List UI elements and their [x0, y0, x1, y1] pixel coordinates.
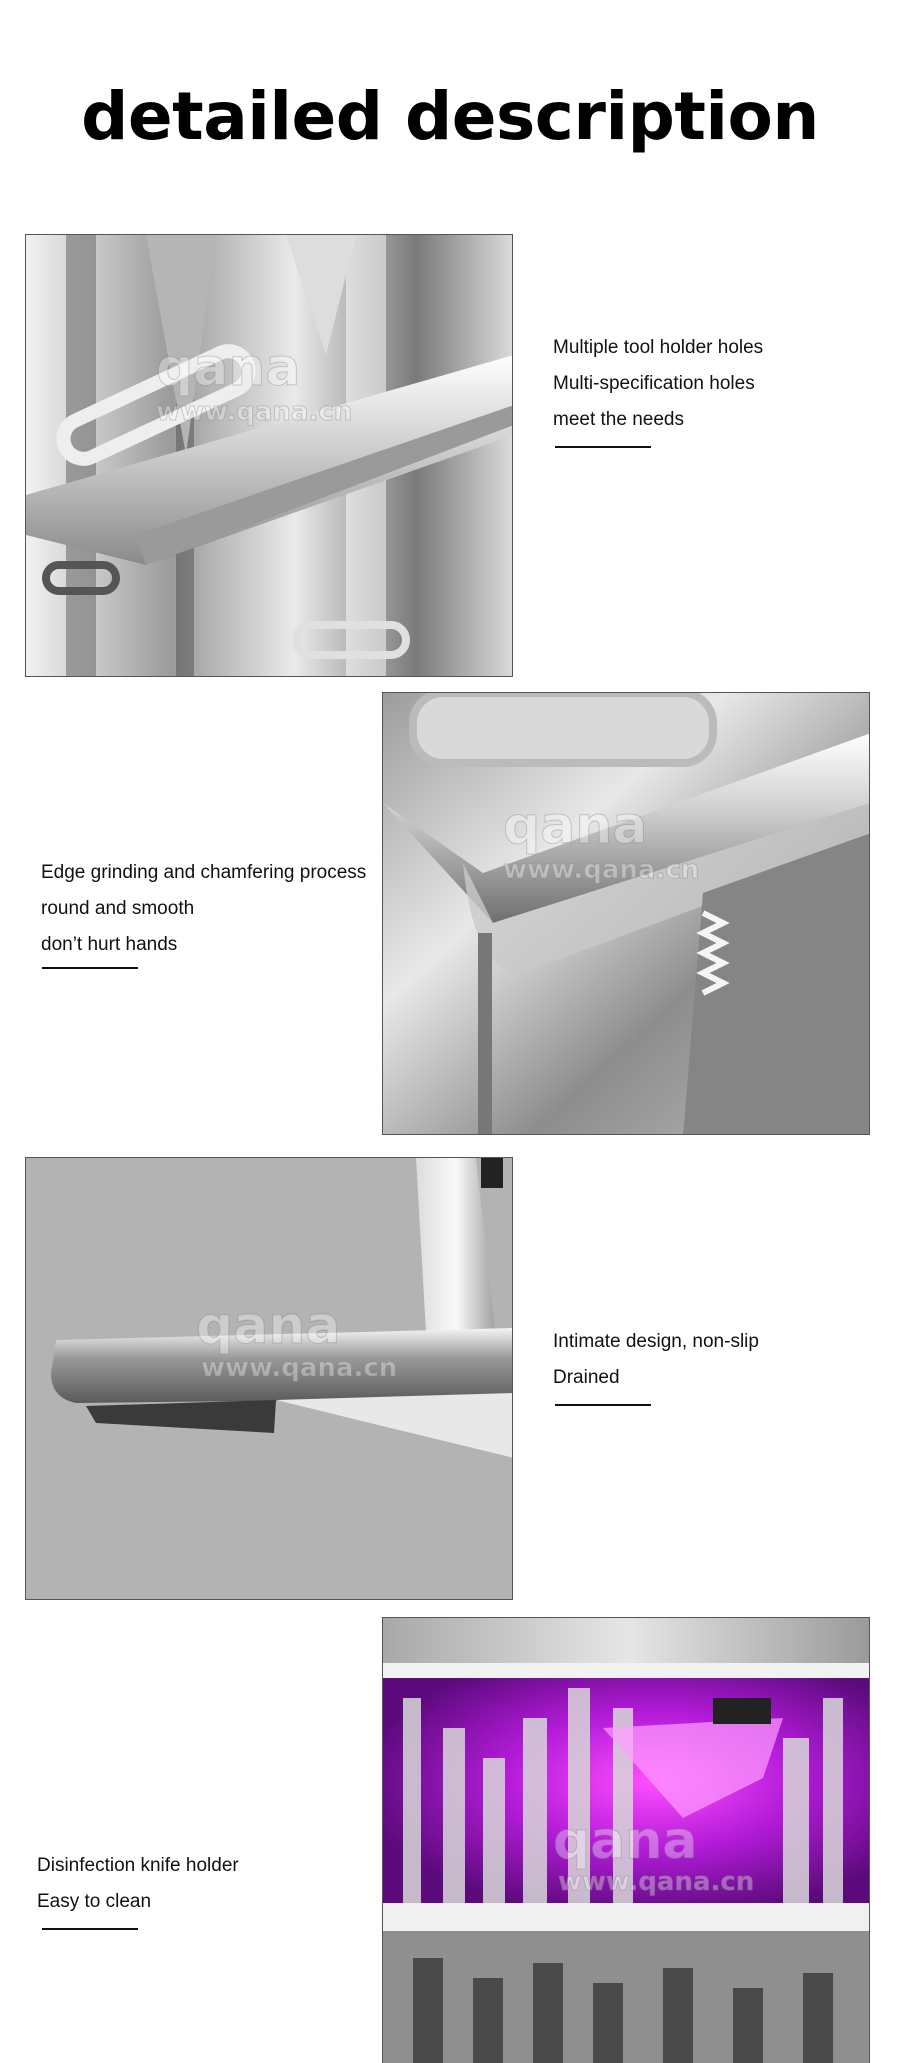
- page-title: detailed description: [81, 78, 819, 155]
- watermark-logo: qana: [553, 1811, 698, 1871]
- product-photo-tool-holder-holes: [25, 234, 513, 677]
- product-photo-disinfection-holder: [382, 1617, 870, 2063]
- caption-non-slip: Intimate design, non-slip Drained: [553, 1331, 759, 1388]
- watermark-logo: qana: [503, 796, 648, 856]
- watermark-url: www.qana.cn: [558, 1867, 755, 1897]
- caption-edge-grinding: Edge grinding and chamfering process round and smooth don’t hurt hands: [41, 862, 367, 955]
- caption-tool-holder-holes: Multiple tool holder holes Multi-specification holes meet the needs: [553, 337, 764, 430]
- watermark-logo: qana: [156, 338, 301, 398]
- watermark-url: www.qana.cn: [503, 855, 700, 885]
- product-photo-edge-chamfer: [382, 692, 870, 1135]
- caption-underline: [42, 1928, 138, 1930]
- caption-underline: [555, 1404, 651, 1406]
- watermark-url: www.qana.cn: [201, 1353, 398, 1383]
- caption-underline: [42, 967, 138, 969]
- product-photo-non-slip-drain: [25, 1157, 513, 1600]
- caption-disinfection: Disinfection knife holder Easy to clean: [37, 1855, 239, 1912]
- caption-underline: [555, 446, 651, 448]
- watermark-logo: qana: [196, 1296, 341, 1356]
- watermark-url: www.qana.cn: [156, 397, 353, 427]
